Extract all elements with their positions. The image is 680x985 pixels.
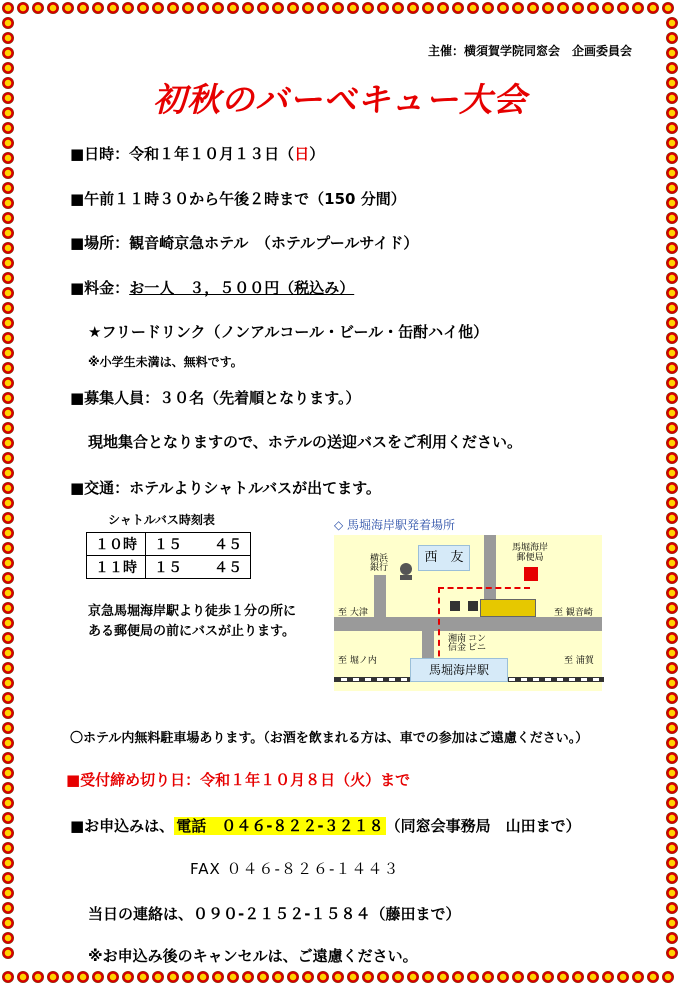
border-flower: [2, 2, 14, 14]
border-flower: [557, 971, 569, 983]
map-title: ◇ 馬堀海岸駅発着場所: [334, 518, 456, 532]
border-flower: [666, 47, 678, 59]
border-flower: [32, 971, 44, 983]
border-flower: [666, 197, 678, 209]
border-flower: [197, 971, 209, 983]
border-flower: [497, 2, 509, 14]
border-flower: [666, 782, 678, 794]
border-flower: [666, 887, 678, 899]
station-box: 馬堀海岸駅: [410, 658, 508, 682]
border-flower: [2, 677, 14, 689]
border-flower: [2, 971, 14, 983]
border-flower: [666, 797, 678, 809]
border-flower: [617, 971, 629, 983]
border-flower: [2, 662, 14, 674]
border-flower: [332, 2, 344, 14]
border-flower: [47, 2, 59, 14]
border-flower: [2, 32, 14, 44]
border-flower: [407, 2, 419, 14]
border-flower: [666, 227, 678, 239]
border-flower: [666, 182, 678, 194]
border-flower: [666, 557, 678, 569]
border-flower: [2, 872, 14, 884]
shinkin-marker: [450, 601, 460, 611]
border-flower: [2, 467, 14, 479]
border-flower: [666, 287, 678, 299]
border-flower: [666, 812, 678, 824]
border-flower: [2, 47, 14, 59]
border-flower: [437, 971, 449, 983]
border-flower: [377, 971, 389, 983]
border-flower: [317, 971, 329, 983]
border-flower: [2, 542, 14, 554]
border-flower: [666, 572, 678, 584]
border-flower: [542, 2, 554, 14]
border-flower: [2, 17, 14, 29]
border-flower: [2, 572, 14, 584]
border-flower: [666, 662, 678, 674]
border-flower: [2, 392, 14, 404]
border-flower: [602, 2, 614, 14]
to-kannonzaki-label: 至 観音崎: [554, 608, 593, 618]
border-flower: [2, 827, 14, 839]
border-flower: [666, 362, 678, 374]
apply-line: [70, 815, 581, 836]
border-flower: [666, 62, 678, 74]
border-flower: [2, 212, 14, 224]
border-flower: [2, 332, 14, 344]
border-flower: [666, 152, 678, 164]
border-flower: [666, 722, 678, 734]
border-flower: [2, 287, 14, 299]
border-flower: [666, 437, 678, 449]
border-flower: [666, 947, 678, 959]
shuttle-title: シャトルバス時刻表: [108, 513, 215, 527]
border-flower: [407, 971, 419, 983]
page-title: 初秋のバーベキュー大会: [153, 80, 527, 119]
border-flower: [527, 2, 539, 14]
cancel-line: ※お申込み後のキャンセルは、ご遠慮ください。: [88, 947, 418, 965]
border-flower: [2, 317, 14, 329]
border-flower: [257, 2, 269, 14]
deadline-line: ■受付締め切り日：令和１年１０月８日（火）まで: [66, 771, 411, 789]
border-flower: [167, 971, 179, 983]
border-flower: [666, 212, 678, 224]
border-flower: [2, 377, 14, 389]
border-flower: [2, 197, 14, 209]
border-flower: [197, 2, 209, 14]
border-flower: [182, 2, 194, 14]
border-flower: [666, 497, 678, 509]
border-flower: [2, 362, 14, 374]
border-flower: [152, 971, 164, 983]
border-flower: [242, 2, 254, 14]
conbini-label: コン ビニ: [468, 634, 487, 653]
border-flower: [647, 971, 659, 983]
datetime-prefix: ■日時：令和１年１０月１３日（: [70, 145, 295, 163]
capacity-line: ■募集人員：３０名（先着順となります。）: [70, 389, 361, 407]
border-flower: [2, 182, 14, 194]
border-flower: [317, 2, 329, 14]
border-flower: [662, 2, 674, 14]
border-flower: [287, 2, 299, 14]
border-flower: [666, 167, 678, 179]
border-flower: [2, 737, 14, 749]
border-flower: [437, 2, 449, 14]
to-otsu-label: 至 大津: [338, 608, 368, 618]
border-flower: [2, 137, 14, 149]
border-flower: [2, 857, 14, 869]
border-flower: [512, 2, 524, 14]
border-flower: [666, 332, 678, 344]
border-flower: [77, 971, 89, 983]
walk-route: [438, 587, 440, 667]
border-flower: [2, 257, 14, 269]
border-flower: [2, 647, 14, 659]
border-flower: [467, 2, 479, 14]
border-flower: [2, 437, 14, 449]
border-flower: [167, 2, 179, 14]
border-flower: [2, 632, 14, 644]
border-flower: [666, 767, 678, 779]
border-flower: [666, 617, 678, 629]
border-flower: [137, 971, 149, 983]
border-flower: [666, 932, 678, 944]
table-cell: ４５: [190, 533, 251, 556]
nishitomo-store: 西 友: [418, 545, 470, 571]
border-flower: [2, 617, 14, 629]
border-flower: [666, 872, 678, 884]
border-flower: [666, 752, 678, 764]
border-flower: [212, 971, 224, 983]
border-flower: [2, 782, 14, 794]
border-flower: [2, 917, 14, 929]
border-flower: [666, 422, 678, 434]
border-flower: [602, 971, 614, 983]
border-flower: [2, 932, 14, 944]
border-flower: [92, 971, 104, 983]
border-flower: [347, 2, 359, 14]
border-flower: [2, 527, 14, 539]
border-flower: [666, 317, 678, 329]
shinkin-label: 湘南 信金: [448, 634, 467, 653]
border-flower: [392, 971, 404, 983]
border-flower: [2, 302, 14, 314]
border-flower: [2, 602, 14, 614]
apply-phone: 電話 ０４６-８２２-３２１８: [176, 817, 384, 835]
border-flower: [2, 842, 14, 854]
border-flower: [2, 947, 14, 959]
datetime-line: [70, 143, 324, 164]
table-cell: １５: [146, 556, 191, 579]
apply-suffix: （同窓会事務局 山田まで）: [385, 817, 581, 835]
border-flower: [666, 347, 678, 359]
border-flower: [632, 2, 644, 14]
border-flower: [2, 797, 14, 809]
side-road: [374, 575, 386, 630]
border-flower: [666, 632, 678, 644]
station-description: 京急馬堀海岸駅より徒歩１分の所にある郵便局の前にバスが止ります。: [88, 604, 297, 639]
datetime-suffix: ）: [309, 145, 325, 163]
meet-line: 現地集合となりますので、ホテルの送迎バスをご利用ください。: [88, 433, 522, 451]
border-flower: [482, 2, 494, 14]
to-horinouchi-label: 至 堀ノ内: [338, 656, 377, 666]
border-flower: [2, 512, 14, 524]
border-flower: [107, 2, 119, 14]
border-flower: [152, 2, 164, 14]
border-flower: [47, 971, 59, 983]
table-cell: ４５: [190, 556, 251, 579]
time-line: ■午前１１時３０から午後２時まで（150 分間）: [70, 190, 406, 208]
border-flower: [377, 2, 389, 14]
border-flower: [587, 2, 599, 14]
border-flower: [662, 971, 674, 983]
fee-value: お一人 ３，５００円（税込み）: [129, 279, 355, 297]
border-flower: [2, 482, 14, 494]
border-flower: [17, 971, 29, 983]
border-flower: [2, 347, 14, 359]
border-flower: [2, 62, 14, 74]
border-flower: [2, 767, 14, 779]
border-flower: [666, 512, 678, 524]
border-flower: [482, 971, 494, 983]
border-flower: [557, 2, 569, 14]
table-cell: １５: [146, 533, 191, 556]
border-flower: [2, 692, 14, 704]
bank-marker: [400, 563, 412, 575]
border-flower: [422, 2, 434, 14]
border-flower: [666, 737, 678, 749]
border-flower: [2, 242, 14, 254]
border-flower: [666, 377, 678, 389]
fee-label: ■料金：: [70, 279, 130, 297]
border-flower: [212, 2, 224, 14]
transport-line: ■交通：ホテルよりシャトルバスが出てます。: [70, 479, 381, 497]
border-flower: [2, 122, 14, 134]
border-flower: [2, 167, 14, 179]
border-flower: [666, 542, 678, 554]
border-flower: [512, 971, 524, 983]
border-flower: [2, 497, 14, 509]
border-flower: [542, 971, 554, 983]
fee-line: [70, 277, 354, 298]
border-flower: [452, 971, 464, 983]
border-flower: [467, 971, 479, 983]
border-flower: [666, 917, 678, 929]
border-flower: [452, 2, 464, 14]
border-flower: [422, 971, 434, 983]
border-flower: [272, 2, 284, 14]
border-flower: [666, 827, 678, 839]
table-row: [87, 533, 251, 556]
border-flower: [666, 302, 678, 314]
border-flower: [17, 2, 29, 14]
table-cell: １１時: [87, 556, 146, 579]
border-flower: [666, 122, 678, 134]
border-flower: [2, 557, 14, 569]
border-flower: [497, 971, 509, 983]
border-flower: [572, 2, 584, 14]
bank-marker-base: [400, 575, 412, 580]
parking-note: 〇ホテル内無料駐車場あります。（お酒を飲まれる方は、車での参加はご遠慮ください。）: [70, 731, 589, 746]
border-flower: [362, 2, 374, 14]
border-flower: [227, 2, 239, 14]
border-flower: [107, 971, 119, 983]
border-flower: [62, 2, 74, 14]
border-flower: [287, 971, 299, 983]
border-flower: [2, 272, 14, 284]
border-flower: [2, 902, 14, 914]
walk-route: [438, 587, 530, 589]
border-flower: [666, 482, 678, 494]
border-flower: [666, 647, 678, 659]
border-flower: [527, 971, 539, 983]
contact-line: 当日の連絡は、０９０-２１５２-１５８４（藤田まで）: [88, 905, 461, 923]
border-flower: [32, 2, 44, 14]
border-flower: [2, 752, 14, 764]
border-flower: [666, 452, 678, 464]
border-flower: [182, 971, 194, 983]
border-flower: [2, 587, 14, 599]
border-flower: [332, 971, 344, 983]
border-flower: [77, 2, 89, 14]
border-flower: [666, 707, 678, 719]
border-flower: [666, 32, 678, 44]
table-row: [87, 556, 251, 579]
shuttle-timetable: [86, 532, 251, 579]
border-flower: [666, 857, 678, 869]
border-flower: [302, 2, 314, 14]
border-flower: [666, 242, 678, 254]
border-flower: [2, 452, 14, 464]
datetime-weekday: 日: [294, 145, 310, 163]
table-cell: １０時: [87, 533, 146, 556]
border-flower: [2, 422, 14, 434]
to-uraga-label: 至 浦賀: [564, 656, 594, 666]
fax-line: FAX ０４６-８２６-１４４３: [190, 860, 400, 878]
border-flower: [2, 407, 14, 419]
conbini-marker: [468, 601, 478, 611]
border-flower: [227, 971, 239, 983]
bank-label: 横浜 銀行: [370, 554, 389, 573]
border-flower: [242, 971, 254, 983]
place-line: ■場所：観音崎京急ホテル （ホテルプールサイド）: [70, 234, 419, 252]
border-flower: [666, 677, 678, 689]
drink-line: ★フリードリンク（ノンアルコール・ビール・缶酎ハイ他）: [88, 323, 489, 341]
access-map: [334, 535, 602, 691]
border-flower: [666, 257, 678, 269]
border-flower: [666, 407, 678, 419]
border-flower: [666, 602, 678, 614]
child-note: ※小学生未満は、無料です。: [88, 355, 243, 369]
border-flower: [392, 2, 404, 14]
border-flower: [666, 692, 678, 704]
border-flower: [666, 587, 678, 599]
border-flower: [587, 971, 599, 983]
border-flower: [647, 2, 659, 14]
border-flower: [257, 971, 269, 983]
border-flower: [2, 887, 14, 899]
border-flower: [122, 971, 134, 983]
border-flower: [2, 812, 14, 824]
border-flower: [347, 971, 359, 983]
border-flower: [666, 272, 678, 284]
border-flower: [2, 227, 14, 239]
border-flower: [666, 392, 678, 404]
post-office-label: 馬堀海岸 郵便局: [512, 543, 549, 563]
border-flower: [302, 971, 314, 983]
border-flower: [362, 971, 374, 983]
organizer: 主催：横須賀学院同窓会 企画委員会: [427, 44, 632, 58]
border-flower: [62, 971, 74, 983]
border-flower: [666, 842, 678, 854]
border-flower: [632, 971, 644, 983]
border-flower: [666, 467, 678, 479]
border-flower: [122, 2, 134, 14]
post-office-marker: [524, 567, 538, 581]
border-flower: [2, 722, 14, 734]
border-flower: [2, 707, 14, 719]
border-flower: [137, 2, 149, 14]
shuttle-bus: [480, 599, 536, 617]
apply-prefix: ■お申込みは、: [70, 817, 175, 835]
border-flower: [572, 971, 584, 983]
border-flower: [92, 2, 104, 14]
border-flower: [617, 2, 629, 14]
border-flower: [666, 17, 678, 29]
border-flower: [666, 137, 678, 149]
border-flower: [666, 902, 678, 914]
border-flower: [272, 971, 284, 983]
border-flower: [2, 152, 14, 164]
border-flower: [666, 527, 678, 539]
